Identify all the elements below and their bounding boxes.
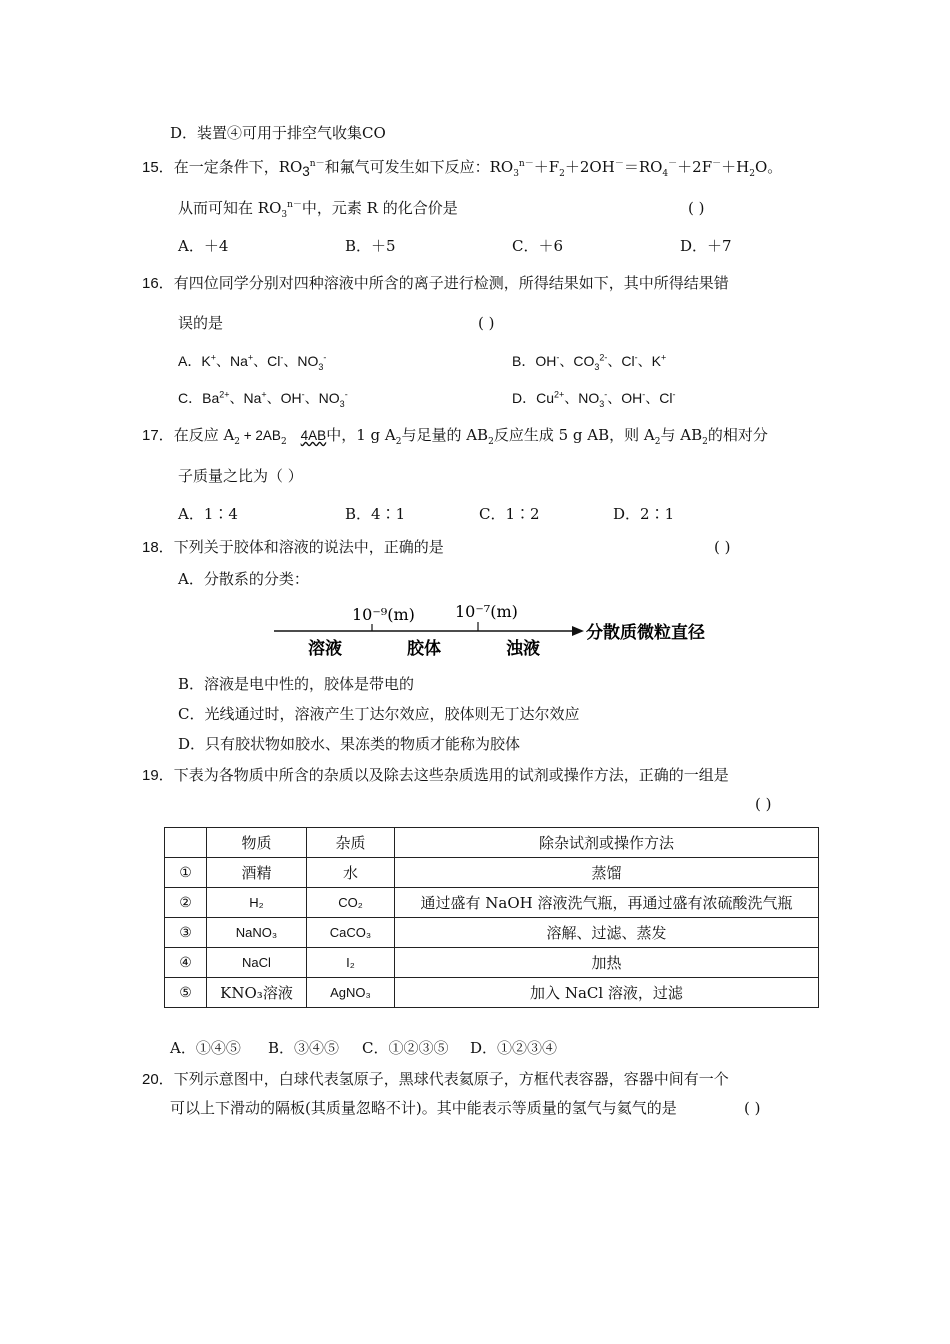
q17-product: 4AB bbox=[300, 428, 327, 443]
dispersion-diagram bbox=[272, 600, 752, 660]
cell-method: 加热 bbox=[395, 948, 819, 978]
q16-option-c[interactable]: C．$Ba^{2+}$、Na+、OH-、$NO_3^-$ bbox=[178, 389, 348, 409]
q15-answer-bracket: ( ) bbox=[688, 199, 705, 217]
diagram-region-solution: 溶液 bbox=[308, 639, 342, 659]
q19-option-d[interactable]: D．①②③④ bbox=[470, 1039, 558, 1057]
q16-stem-line1: 16．有四位同学分别对四种溶液中所含的离子进行检测，所得结果如下，其中所得结果错 bbox=[142, 274, 729, 292]
diagram-tick2-label: 10⁻⁷(m) bbox=[455, 602, 518, 621]
q19-stem: 19．下表为各物质中所含的杂质以及除去这些杂质选用的试剂或操作方法，正确的一组是 bbox=[142, 766, 729, 784]
table-row bbox=[165, 918, 819, 948]
cell-substance: NaCl bbox=[207, 948, 307, 978]
q18-option-d[interactable]: D．只有胶状物如胶水、果冻类的物质才能称为胶体 bbox=[178, 735, 521, 753]
q16-option-a[interactable]: A．K+、Na+、Cl-、$NO_3^-$ bbox=[178, 352, 327, 372]
q18-option-c[interactable]: C．光线通过时，溶液产生丁达尔效应，胶体则无丁达尔效应 bbox=[178, 705, 580, 723]
table-header-cell: 杂质 bbox=[307, 828, 395, 858]
q18-option-a[interactable]: A．分散系的分类： bbox=[178, 570, 309, 588]
cell-impurity: I₂ bbox=[307, 948, 395, 978]
q16-answer-bracket: ( ) bbox=[478, 314, 495, 332]
cell-substance: H₂ bbox=[207, 888, 307, 918]
cell-impurity: 水 bbox=[307, 858, 395, 888]
q18-stem: 18．下列关于胶体和溶液的说法中，正确的是 bbox=[142, 538, 444, 556]
q15-option-c[interactable]: C．＋6 bbox=[512, 237, 564, 255]
q20-stem-line2: 可以上下滑动的隔板(其质量忽略不计)。其中能表示等质量的氢气与氦气的是 bbox=[170, 1099, 677, 1117]
q19-option-b[interactable]: B．③④⑤ bbox=[268, 1039, 340, 1057]
cell-method: 溶解、过滤、蒸发 bbox=[395, 918, 819, 948]
q16-stem-line2: 误的是 bbox=[178, 314, 224, 332]
cell-impurity: CaCO₃ bbox=[307, 918, 395, 948]
table-header-cell: 物质 bbox=[207, 828, 307, 858]
row-number: ④ bbox=[165, 948, 207, 978]
cell-impurity: AgNO₃ bbox=[307, 978, 395, 1008]
cell-substance: 酒精 bbox=[207, 858, 307, 888]
q18-option-b[interactable]: B．溶液是电中性的，胶体是带电的 bbox=[178, 675, 415, 693]
table-header-row bbox=[165, 828, 819, 858]
row-number: ② bbox=[165, 888, 207, 918]
q19-option-c[interactable]: C．①②③⑤ bbox=[362, 1039, 449, 1057]
q14-option-d: D．装置④可用于排空气收集CO bbox=[170, 124, 386, 142]
q17-option-a[interactable]: A．1∶4 bbox=[178, 505, 238, 523]
cell-method: 通过盛有 NaOH 溶液洗气瓶，再通过盛有浓硫酸洗气瓶 bbox=[395, 888, 819, 918]
table-row bbox=[165, 948, 819, 978]
q18-answer-bracket: ( ) bbox=[714, 538, 731, 556]
q17-stem-line1: 17．在反应 $A_2 + 2AB_2$ 4AB中，1 g $A_2$与足量的 $AB_2$反应生成 5 g AB，则 $A_2$与 $AB_2$的相对分 bbox=[142, 426, 768, 447]
row-number: ⑤ bbox=[165, 978, 207, 1008]
diagram-tick1-label: 10⁻⁹(m) bbox=[352, 605, 415, 624]
q20-stem-line1: 20．下列示意图中，白球代表氢原子，黑球代表氦原子，方框代表容器，容器中间有一个 bbox=[142, 1070, 729, 1088]
q20-answer-bracket: ( ) bbox=[744, 1099, 761, 1117]
q19-option-a[interactable]: A．①④⑤ bbox=[170, 1039, 241, 1057]
q15-option-a[interactable]: A．＋4 bbox=[178, 237, 229, 255]
cell-method: 加入 NaCl 溶液，过滤 bbox=[395, 978, 819, 1008]
diagram-axis-label: 分散质微粒直径 bbox=[586, 623, 705, 643]
table-row bbox=[165, 888, 819, 918]
row-number: ③ bbox=[165, 918, 207, 948]
q15-stem-line1: 15．在一定条件下，$RO_3^{n-}$和氟气可发生如下反应：$RO_3^{n-}+F_2+2OH^-=RO_4^-+2F^-+H_2O$。 bbox=[142, 158, 783, 179]
diagram-region-suspension: 浊液 bbox=[506, 639, 540, 659]
q19-answer-bracket: ( ) bbox=[755, 795, 772, 813]
q15-option-d[interactable]: D．＋7 bbox=[680, 237, 732, 255]
table-header-cell bbox=[165, 828, 207, 858]
q16-option-d[interactable]: D．$Cu^{2+}$、$NO_3^-$、OH-、Cl- bbox=[512, 389, 676, 409]
diagram-arrow-head bbox=[572, 626, 584, 636]
cell-substance: NaNO₃ bbox=[207, 918, 307, 948]
row-number: ① bbox=[165, 858, 207, 888]
table-header-cell: 除杂试剂或操作方法 bbox=[395, 828, 819, 858]
q17-option-c[interactable]: C．1∶2 bbox=[479, 505, 540, 523]
table-row bbox=[165, 978, 819, 1008]
table-row bbox=[165, 858, 819, 888]
cell-impurity: CO₂ bbox=[307, 888, 395, 918]
q17-stem-line2: 子质量之比为（ ） bbox=[178, 467, 303, 485]
q15-option-b[interactable]: B．＋5 bbox=[345, 237, 396, 255]
q15-stem-line2: 从而可知在 $RO_3^{n-}$中，元素 R 的化合价是 bbox=[178, 199, 458, 220]
cell-substance: KNO₃溶液 bbox=[207, 978, 307, 1008]
q17-option-d[interactable]: D．2∶1 bbox=[613, 505, 675, 523]
impurity-table bbox=[164, 827, 819, 1008]
diagram-region-colloid: 胶体 bbox=[407, 639, 441, 659]
q17-option-b[interactable]: B．4∶1 bbox=[345, 505, 406, 523]
cell-method: 蒸馏 bbox=[395, 858, 819, 888]
q16-option-b[interactable]: B．OH-、$CO_3^{2-}$、Cl-、K+ bbox=[512, 352, 667, 372]
